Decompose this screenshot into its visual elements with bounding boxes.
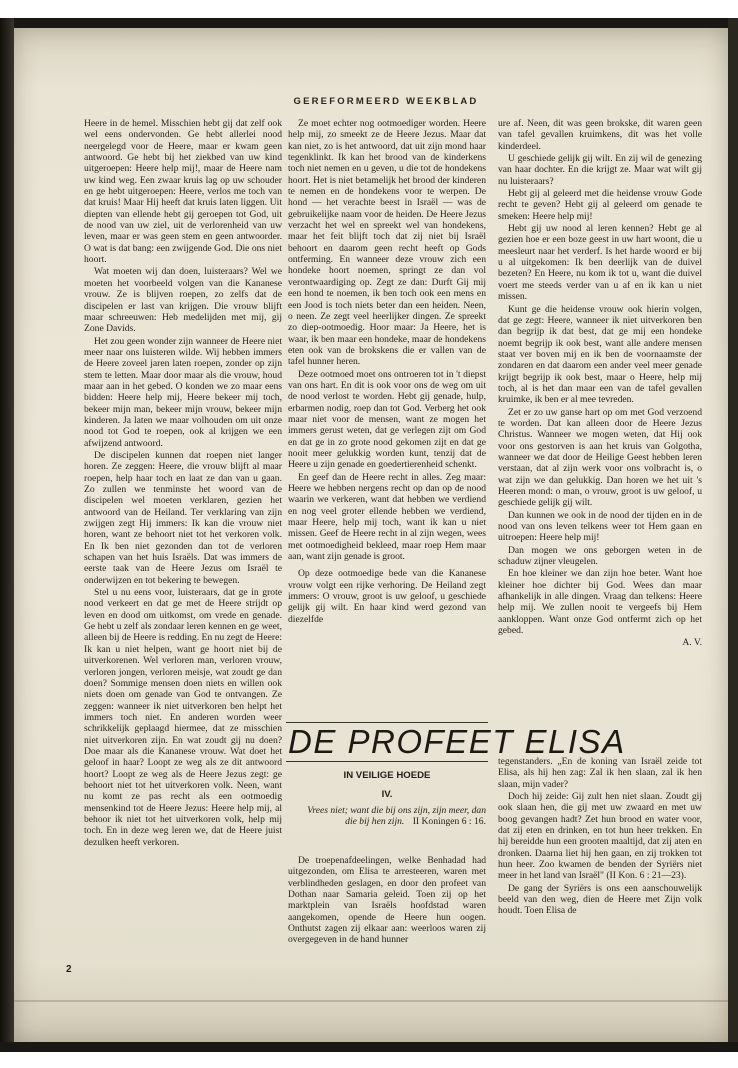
running-header: GEREFORMEERD WEEKBLAD: [293, 96, 479, 107]
paragraph: Wat moeten wij dan doen, luisteraars? Wel we moeten het voorbeeld volgen van die Kananese vrouw. Ze is blijven roepen, zo zelfs dat de discipelen er last van krijgen. Die vrouw blijft maar schreeuwen: Heb medelijden met mij, gij Zone Davids.: [84, 266, 282, 335]
quote-text: Vrees niet; want die bij ons zijn, zijn meer, dan die bij hen zijn.: [307, 805, 486, 828]
paragraph: Hebt gij uw nood al leren kennen? Hebt ge al gezien hoe er een boze geest in uw hart woont, die u meesleurt naar het verderf. Is het harde woord er bij u al uitgekomen: Ik ben deerlijk van de duivel bezeten? En Heere, nu kom ik tot u, want die duivel voert me steeds verder van u af en ik kan u niet missen.: [498, 223, 702, 303]
page-number: 2: [66, 964, 72, 975]
paragraph: De gang der Syriërs is ons een aanschouwelijk beeld van den weg, dien de Heere met Zijn volk houdt. Toen Elisa de: [498, 882, 702, 917]
paragraph: U geschiede gelijk gij wilt. En zij wil de genezing van haar dochter. En die krijgt ze. Maar wat wilt gij nu luisteraars?: [498, 153, 702, 187]
paragraph: Dan kunnen we ook in de nood der tijden en in de nood van ons leven telkens weer tot Hem gaan en uitroepen: Heere help mij!: [498, 509, 702, 544]
elisa-column-2: [498, 756, 702, 918]
article-column-3: [498, 118, 702, 650]
scan-edge-left: [0, 18, 14, 1050]
paragraph: De discipelen kunnen dat roepen niet langer horen. Ze zeggen: Heere, die vrouw blijft al maar roepen, help haar toch en laat ze dan van u gaan. Zo zullen we tenminste het woord van de discipelen wel moeten verklaren, gezien het antwoord van de Heiland. Ter verklaring van zijn zwijgen zegt Hij immers: Ik kan die vrouw niet horen, want ze behoort niet tot het verkoren volk. En Ik ben niet gezonden dan tot de verloren schapen van het huis Israëls. Dat was immers de eerste taak van de Heere Jezus om Israël te onderwijzen en tot bekering te bewegen.: [84, 449, 282, 586]
scan-edge-right: [728, 18, 738, 1050]
scripture-quote: [300, 805, 486, 828]
scan-edge-bottom: [0, 1042, 738, 1052]
author-signature: A. V.: [682, 637, 702, 649]
paragraph: Doch hij zeide: Gij zult hen niet slaan. Zoudt gij ook slaan hen, die gij met uw zwaard en met uw boog gevangen hadt? Zet hun brood en water voor, dat zij eten en drinken, en tot hun heer trekken. En hij bereidde hun een grooten maaltijd, dat zij aten en dronken. Daarna liet hij hen gaan, en zij trokken tot hun heer. Zoo kwamen de benden der Syriërs niet meer in het land van Israël" (II Kon. 6 : 21—23).: [498, 791, 702, 882]
section-rule-bottom: [286, 761, 488, 762]
section-part-number: IV.: [381, 789, 393, 800]
paragraph: tegenstanders. „En de koning van Israël zeide tot Elisa, als hij hen zag: Zal ik hen slaan, zal ik hen slaan, mijn vader?: [498, 756, 702, 790]
paragraph: En geef dan de Heere recht in alles. Zeg maar: Heere we hebben nergens recht op dan op de nood waarin we verkeren, want dat hebben we verdiend en nog veel groter ellende hebben we verdiend, maar Heere, help mij toch, want ik kan u niet missen. Geef de Heere recht in al zijn wegen, wees met ootmoedigheid bekleed, maar roep Hem maar aan, want zijn genade is groot.: [288, 471, 486, 563]
section-subtitle: IN VEILIGE HOEDE: [343, 770, 431, 781]
article-column-2: [288, 118, 486, 626]
paragraph: De troepenafdeelingen, welke Benhadad had uitgezonden, om Elisa te arresteeren, waren met verblindheden geslagen, en door den profeet van Dothan naar Samaria geleid. Toen zij op het marktplein van Israëls hoofdstad waren aangekomen, opende de Heere hun oogen. Onthutst zagen zij elkaar aan: weerloos waren zij overgegeven in de hand hunner: [288, 855, 486, 946]
paragraph: Hebt gij al geleerd met die heidense vrouw Gode recht te geven? Hebt gij al geleerd om genade te smeken: Heere help mij!: [498, 188, 702, 222]
scan-edge-top: [0, 18, 738, 28]
paragraph: Deze ootmoed moet ons ontroeren tot in 't diepst van ons hart. En dit is ook voor ons de weg om uit de nood verlost te worden. Hebt gij genade, hulp, erbarmen nodig, roep dan tot God. Verberg het ook maar niet voor de mensen, want ze mogen het immers gerust weten, dat ge verlegen zijt om God en dat ge in zo grote nood gekomen zijt en dat ge nooit meer gelukkig worden kunt, tenzij dat de Heere u zijn genade en goedertierenheid schenkt.: [288, 368, 486, 471]
elisa-column-1: [288, 855, 486, 947]
section-title: DE PROFEET ELISA: [288, 723, 626, 760]
paragraph: Dan mogen we ons geborgen weten in de schaduw zijner vleugelen.: [498, 544, 702, 568]
paragraph: Ze moet echter nog ootmoediger worden. Heere help mij, zo smeekt ze de Heere Jezus. Maar dat kan niet, zo is het antwoord, dat uit zijn mond haar tegenklinkt. Ik kan het brood van de kinderkens toch niet nemen en u geven, u die tot de hondekens hoort. Het is niet betamelijk het brood der kinderen te nemen en de hondekens voor te werpen. De hond — het verachte beest in Israël — was de gebruikelijke naam voor de heiden. De Heere Jezus verzacht het wel en spreekt wel van hondekens, maar het feit blijft toch dat zij niet bij Israël behoort en daarom geen recht heeft op Gods ontferming. En wanneer deze vrouw zich een hondeke hoort noemen, springt ze dan vol verontwaardiging op. Zegt ze dan: Durft Gij mij een hond te noemen, ik ben toch ook een mens en een Jood is toch niets beter dan een heiden. Neen, o neen. Ze zegt veel heerlijker dingen. Ze spreekt zo diep-ootmoedig. Hoor maar: Ja Heere, het is waar, ik ben maar een hondeke, maar de hondekens eten ook van de brokskens die er vallen van de tafel hunner heren.: [288, 118, 486, 368]
paper-fold: [14, 1000, 728, 1002]
paragraph: Zet er zo uw ganse hart op om met God verzoend te worden. Dat kan alleen door de Heere Jezus Christus. Wanneer we mogen weten, dat Hij ook voor ons gestorven is aan het kruis van Golgotha, wanneer we dat door de Heilige Geest hebben leren verstaan, dat al zijn werk voor ons volbracht is, o wat zijn we dan gelukkig. Dan horen we het uit 's Heeren mond: o man, o vrouw, groot is uw geloof, u geschiede gelijk gij wilt.: [498, 406, 702, 509]
paragraph: Heere in de hemel. Misschien hebt gij dat zelf ook wel eens ondervonden. Ge hebt allerlei nood neergelegd voor de Heere, maar er kwam geen antwoord. Ge hebt bij het ziekbed van uw kind uitgeroepen: Heere help mij!, maar de Heere nam uw kind weg. Een zwaar kruis lag op uw schouder en ge hebt uitgeroepen: Heere, verlos me toch van dat kruis! Maar Hij heeft dat kruis laten liggen. Uit diepten van ellende hebt gij geroepen tot God, uit de nood van uw ziel, uit de verlorenheid van uw leven, maar er was geen stem en geen antwoorder. O wat is dat bang: een zwijgende God. Die ons niet hoort.: [84, 118, 282, 266]
paragraph: Stel u nu eens voor, luisteraars, dat ge in grote nood verkeert en dat ge met de Heere strijdt op leven en dood om uitkomst, om vrede en genade. Ge hebt u zelf als zondaar leren kennen en ge weet, alleen bij de Heere is redding. En nu zegt de Heere: Ik kan u niet helpen, want ge hoort niet bij de uitverkorenen. Wel verloren man, verloren vrouw, verloren jongen, verloren meisje, wat zoudt ge dan doen? Sommige mensen doen niets en willen ook niets doen om genade van God te ontvangen. Ze zeggen: wanneer ik niet uitverkoren ben helpt het immers toch niet. En anderen worden weer schrikkelijk geplaagd hiermee, dat ze misschien niet uitverkoren zijn. En wat zoudt gij nu doen? Doe maar als die Kananese vrouw. Wat doet het geloof in haar? Loopt ze weg als ze dit antwoord hoort? Loopt ze weg als de Heere Jezus zegt: ge behoort niet tot het uitverkoren volk. Neen, want nu komt ze pas recht als een ootmoedig mensenkind tot de Heere Jezus: Heere help mij, al behoor ik niet tot het uitverkoren volk, help mij toch. En in deze weg leren we, dat de Heere juist dezulken heeft verkoren.: [84, 587, 282, 848]
paragraph: Het zou geen wonder zijn wanneer de Heere niet meer naar ons luisteren wilde. Wij hebben immers de Heere zoveel jaren laten roepen, zonder op zijn stem te letten. Maar door maar als die vrouw, houd maar aan in het gebed. O konden we zo maar eens bidden: Heere help mij, Heere bekeer mij toch, bekeer mijn man, bekeer mijn vrouw, bekeer mijn kinderen. Ja laten we maar volhouden om uit onze nood tot God te roepen, ook al krijgen we een afwijzend antwoord.: [84, 335, 282, 449]
paragraph: Kunt ge die heidense vrouw ook hierin volgen, dat ge zegt: Heere, wanneer ik niet uitverkoren ben dan begrijp ik dat best, dat ge mij een hondeke noemt begrijp ik ook best, want alle andere mensen staat ver boven mij en ik ben de voornaamste der zondaren en dat daarom een ander veel meer genade krijgt begrijp ik ook best, maar o Heere, help mij toch, al is het dan maar een van de tafel gevallen kruimke, ik ben er al mee tevreden.: [498, 303, 702, 406]
paragraph: En hoe kleiner we dan zijn hoe beter. Want hoe kleiner hoe dichter bij God. Wees dan maar afhankelijk in alle dingen. Vraag dan telkens: Heere help mij. We zullen nooit te vergeefs bij Hem aankloppen. Want onze God ontfermt zich op het gebed.: [498, 568, 702, 637]
paragraph: ure af. Neen, dit was geen brokske, dit waren geen van tafel gevallen kruimkens, dit was het volle kinderdeel.: [498, 118, 702, 152]
paragraph: Op deze ootmoedige bede van die Kananese vrouw volgt een rijke verhoring. De Heiland zegt immers: O vrouw, groot is uw geloof, u geschiede gelijk gij wilt. En haar kind werd gezond van diezelfde: [288, 568, 486, 625]
article-column-1: [84, 118, 282, 849]
quote-reference: II Koningen 6 : 16.: [412, 816, 486, 828]
